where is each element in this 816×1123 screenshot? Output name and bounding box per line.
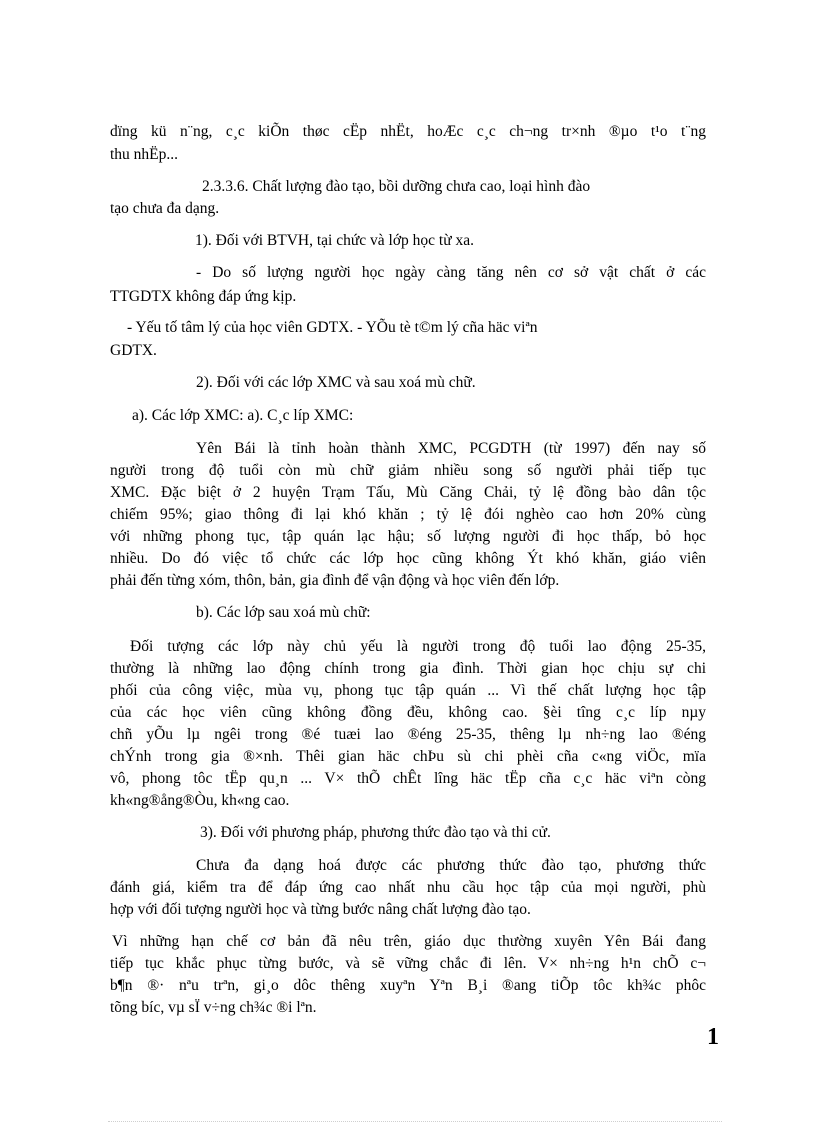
text-line: b¶n ®· nªu trªn, gi¸o dôc thêng xuyªn Yªn B¸i ®ang tiÕp tôc kh¾c phôc <box>110 977 706 994</box>
text-line: của các học viên cũng không đồng đều, không cao. §èi tîng c¸c líp nµy <box>110 704 706 721</box>
text-line: Vì những hạn chế cơ bản đã nêu trên, giáo dục thường xuyên Yên Bái đang <box>112 933 706 950</box>
text-line: chÝnh trong gia ®×nh. Thêi gian häc chÞu sù chi phèi cña c«ng viÖc, mïa <box>110 748 706 765</box>
page-number: 1 <box>707 1024 719 1050</box>
subheading: 3). Đối với phương pháp, phương thức đào tạo và thi cử. <box>200 824 551 841</box>
footer-divider <box>108 1121 722 1122</box>
text-line: XMC. Đặc biệt ở 2 huyện Trạm Tấu, Mù Căng Chải, tỷ lệ đồng bào dân tộc <box>110 484 706 501</box>
text-line: Yên Bái là tỉnh hoàn thành XMC, PCGDTH (từ 1997) đến nay số <box>196 440 706 457</box>
text-line: - Do số lượng người học ngày càng tăng nên cơ sở vật chất ở các <box>196 264 706 281</box>
text-line: dïng kü n¨ng, c¸c kiÕn thøc cËp nhËt, hoÆc c¸c ch¬ng tr×nh ®µo t¹o t¨ng <box>110 123 706 140</box>
subheading: 1). Đối với BTVH, tại chức và lớp học từ xa. <box>195 232 474 249</box>
text-line: với những phong tục, tập quán lạc hậu; số lượng người đi học thấp, bỏ học <box>110 528 706 545</box>
text-line: chñ yÕu lµ ngêi trong ®é tuæi lao ®éng 25-35, thêng lµ nh÷ng lao ®éng <box>110 726 706 743</box>
text-line: tiếp tục khắc phục từng bước, và sẽ vững chắc đi lên. V× nh÷ng h¹n chÕ c¬ <box>110 955 706 972</box>
text-line: chiếm 95%; giao thông đi lại khó khăn ; tỷ lệ đói nghèo cao hơn 20% cùng <box>110 506 706 523</box>
text-line: - Yếu tố tâm lý của học viên GDTX. - YÕu tè t©m lý cña häc viªn <box>127 319 538 336</box>
text-line: TTGDTX không đáp ứng kịp. <box>110 288 297 305</box>
text-line: phối của công việc, mùa vụ, phong tục tập quán ... Vì thế chất lượng học tập <box>110 682 706 699</box>
subheading: b). Các lớp sau xoá mù chữ: <box>196 604 371 621</box>
text-line: thường là những lao động chính trong gia đình. Thời gian học chịu sự chi <box>110 660 706 677</box>
text-line: Đối tượng các lớp này chủ yếu là người trong độ tuổi lao động 25-35, <box>130 638 706 655</box>
section-heading: tạo chưa đa dạng. <box>110 200 220 217</box>
subheading: a). Các lớp XMC: a). C¸c líp XMC: <box>132 407 354 424</box>
text-line: Chưa đa dạng hoá được các phương thức đào tạo, phương thức <box>196 857 706 874</box>
text-line: nhiều. Do đó việc tổ chức các lớp học cũng không Ýt khó khăn, giáo viên <box>110 550 706 567</box>
text-line: phải đến từng xóm, thôn, bản, gia đình để vận động và học viên đến lớp. <box>110 572 560 589</box>
text-line: hợp với đối tượng người học và từng bước nâng chất lượng đào tạo. <box>110 901 531 918</box>
section-heading: 2.3.3.6. Chất lượng đào tạo, bồi dưỡng chưa cao, loại hình đào <box>202 178 591 195</box>
text-line: kh«ng®ång®Òu, kh«ng cao. <box>110 792 290 809</box>
text-line: thu nhËp... <box>110 146 179 163</box>
text-line: GDTX. <box>110 342 157 359</box>
text-line: tõng bíc, vµ sÏ v÷ng ch¾c ®i lªn. <box>110 999 317 1016</box>
subheading: 2). Đối với các lớp XMC và sau xoá mù chữ. <box>196 374 476 391</box>
text-line: người trong độ tuổi còn mù chữ giảm nhiều song số người phải tiếp tục <box>110 462 706 479</box>
text-line: vô, phong tôc tËp qu¸n ... V× thÕ chÊt lîng häc tËp cña c¸c häc viªn còng <box>110 770 706 787</box>
text-line: đánh giá, kiểm tra để đáp ứng cao nhất nhu cầu học tập của mọi người, phù <box>110 879 706 896</box>
